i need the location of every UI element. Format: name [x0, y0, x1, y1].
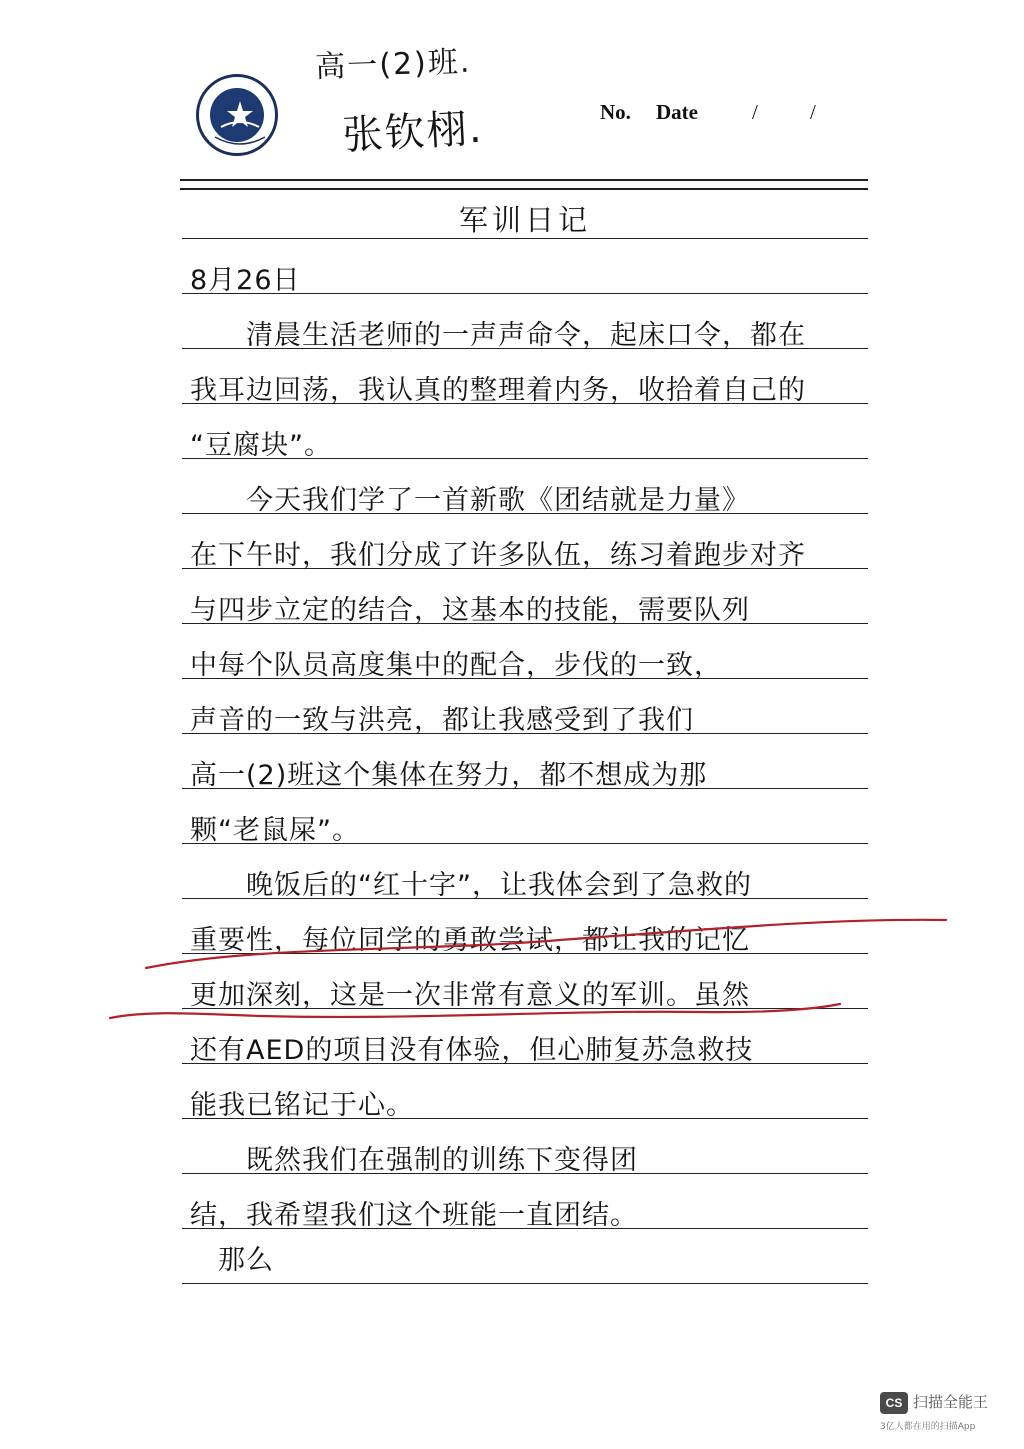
diary-title: 军训日记	[458, 203, 591, 237]
diary-line: 晚饭后的“红十字”，让我体会到了急救的	[190, 870, 752, 901]
diary-date: 8月26日	[190, 265, 301, 296]
date-separator: /	[810, 100, 816, 124]
diary-line: 能我已铭记于心。	[190, 1090, 414, 1121]
diary-line: 与四步立定的结合，这基本的技能，需要队列	[190, 595, 750, 626]
scanner-logo-icon: CS	[880, 1392, 908, 1414]
diary-line: 重要性，每位同学的勇敢尝试，都让我的记忆	[190, 925, 750, 956]
diary-line: 那么	[190, 1245, 274, 1276]
diary-line: 颗“老鼠屎”。	[190, 815, 360, 846]
diary-line: 今天我们学了一首新歌《团结就是力量》	[190, 485, 750, 516]
handwritten-class: 高一(2)班.	[314, 44, 472, 86]
diary-line: 中每个队员高度集中的配合，步伐的一致，	[190, 650, 722, 681]
handwritten-name: 张钦栩.	[341, 105, 485, 160]
no-label: No.	[600, 100, 631, 124]
diary-line: 更加深刻，这是一次非常有意义的军训。虽然	[190, 980, 750, 1011]
date-label: Date	[656, 100, 698, 124]
date-separator: /	[752, 100, 758, 124]
diary-line: 我耳边回荡，我认真的整理着内务，收拾着自己的	[190, 375, 806, 406]
diary-line: 清晨生活老师的一声声命令，起床口令，都在	[190, 320, 806, 351]
diary-line: 在下午时，我们分成了许多队伍，练习着跑步对齐	[190, 540, 806, 571]
diary-line: 声音的一致与洪亮，都让我感受到了我们	[190, 705, 694, 736]
diary-line: 既然我们在强制的训练下变得团	[190, 1145, 638, 1176]
diary-line: 还有AED的项目没有体验，但心肺复苏急救技	[190, 1035, 754, 1066]
scanner-app-name: 扫描全能王	[913, 1393, 989, 1411]
diary-line: 高一(2)班这个集体在努力，都不想成为那	[190, 760, 708, 791]
diary-line: “豆腐块”。	[190, 430, 332, 461]
scanner-watermark	[880, 1388, 1020, 1438]
scanner-tagline: 3亿人都在用的扫描App	[880, 1422, 976, 1432]
diary-line: 结，我希望我们这个班能一直团结。	[190, 1200, 638, 1231]
